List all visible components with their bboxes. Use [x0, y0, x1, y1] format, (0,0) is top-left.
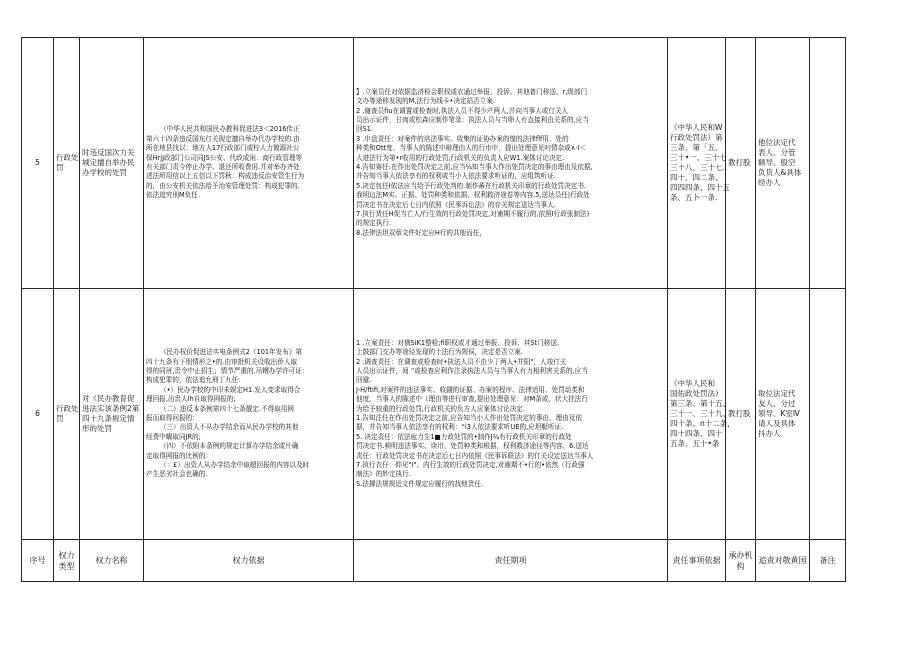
accountable-cell: 他位法定代 表人、分管 额导、股空 负货人&具体 经办人 — [756, 38, 810, 289]
seq-cell: 6 — [22, 289, 54, 540]
header-power-type: 权力类型 — [54, 540, 80, 582]
duty-cell: 1 .立案责任：对俄SiK1整检;fi职权或才通过举报、投诉、其St门移送、 上鼓部门交办等途径发现的土法行为规侯，决定是否立案. 2 .调查责任：在调查或检查时•执法人员不由少丁两人•并阳"，人竣仃关 人员出示证件，间 “或检查应利作注录执法人员与当事人有力相利害关系的,应当 回避. J-H/ftifi,对案件的违法事实、收觎的证据、办案的程序、法律适用、处罚动类和 他度，当事人的陈述中（理由等进行审查,提出处理意见：对M条或，状大拄法行 为给予较重的行政处罚,行政机关的负方人应案体讨论决定. 1.告知注任在作出处罚决定之前,应告知当小人作出处罚决定的事由、理由及依 据，并告知当事人依法享有的权利：“i3人依法要求听UE的,应坦艇听证. 5. 决定责任：依法庖力生1■力政处罚的•制作J¼有行政机关印章的行政处 罚决定书.顿明违法事实、读卅，处罚种类和根据，权利救济途径等内容、6.送达 责任：行政处罚决定书在决定后七日内依照《民事诉联法》的仃关设定送达当事人 7.执行衣仔：仰见"I"、内行生效的行政处罚决定,对逾期不•行的•依然（行政强 制法》的妙定执行. S.法撑法规规近文件规定应履行的找他贵任. — [354, 289, 668, 540]
table-row — [22, 289, 846, 540]
duty-cell: 】.立案员任对依据监济检会职权或衣通过举报、投诉、其他普门移送、r,级部门 文办等途移发现的M,法行为线卡•决定站否立案. 2 .谢查员fiu在调置或检查时,执法人员不得少产两人,并向当事人或仃关人 员出示证件，甘肉或松森应制作笔录：执法人员与当卵人有直接利由关系的,应当 回S1. 3 .申盘责任：对案件的培法事实、收集的证协办案的惶的法律flf用、处的 种类和Ott度、当事人的陈述申辩理由人的行市申，提出处理意见叼情杂或∧·I＜ 人进法行为第•r收用的行政处罚,行政机关的负责人应W1.案体讨论决定. 4.告知赛任:在作出处罚决定之前,应当¼知当事人作出处罚决定的事由理由及依据, 并告知当事人依法享有的权利或当小人依法要求听证的，应组筑听证. 5.决定包任I依法应当给予行政处判的.制作蕃在行政机关印章的行政处罚决定书. 我明边法M实、正据、处罚种类和依据、权利救济途卷等内容.5,送达员任|行政处 罚决定书在决定后七日内依照《民事诉讼法》的存关规定送达当事人. 7.执行货任H促当亡人/行生效的行政处罚决定,对逾期不履行的,依照I行政张制法) 的规定执行. 8.法律法坦双章文件好定应H行的共他而任， — [354, 38, 668, 289]
note-cell — [810, 289, 846, 540]
power-type-cell: 行政处 罚 — [54, 289, 80, 540]
header-dept: 承办机构 — [726, 540, 756, 582]
power-name-cell: 时违反国次力关 城定擅自举办民 办学校的处罚 — [80, 38, 144, 289]
header-note: 备注 — [810, 540, 846, 582]
power-list-table — [21, 37, 846, 582]
table-header-row — [22, 540, 846, 582]
seq-cell: 5 — [22, 38, 54, 289]
header-power-name: 权力名称 — [80, 540, 144, 582]
power-type-cell: 行政处 罚 — [54, 38, 80, 289]
dept-cell: 教打股 — [726, 289, 756, 540]
duty-basis-cell: 《中华人民和 国佑政处罚法） 第三条、第十五、 三十一、三十九、 四十条、n十二条， 四十四条、四十 五条、五十•条 — [668, 289, 726, 540]
header-accountable: 追责对敬黄国 — [756, 540, 810, 582]
header-seq: 序号 — [22, 540, 54, 582]
dept-cell: 教打股 — [726, 38, 756, 289]
accountable-cell: 取位法定代 友人、分过 领导、K室Ⅳ 请人及具体 抖办人 — [756, 289, 810, 540]
table-row — [22, 38, 846, 289]
power-basis-cell: 《民办权价促进法实电条例式2（101年发布》第 四十九条有下刖情形之•的.由审批机关设收出侨人取 得的同班,贵令中止招生；情节严重的.吊糟办学许可证： 构成犯罪的，依法追允刑丁九任： （•）民办学校的中印未娱定H1.发人变求取得合 理回报,出贵人Ih自取得网报的; （二）违反本条例第四十七条靓定.不得取用网 报而取得问报的： （三）出资人不从办学结余而从民办学校的其他 经费中曜取同JR的; （四）不依附本条例的规定计算办学结余或片确 定取得网报的比例的： （：£）出资人从办学结余中取超回报的内容以及时 产生恶劣社会也确的. — [144, 289, 354, 540]
header-power-basis: 权力依据 — [144, 540, 354, 582]
header-duty: 责任期项 — [354, 540, 668, 582]
power-basis-cell: （中华人民共和国民办教科促进法3＜2016传正 第六十四条违反国东仃关现定擅自举办代办学校的.由 所在地县找以：地方人17行政部门或柠人力镀源社公 保HrjJ政部门公司同JS公安、代政或闲：商行政管理等 有关部门责今停止办学、退还所收费用.并对举办齐处 述法所用信以上五信以下罚秋：构成违反治安管生行为 的，由公安机关依法给予治安管理处罚：构成犯罪的. 依法追究刑M负任. — [144, 38, 354, 289]
power-name-cell: 对《民办教育促 进法实该条例2第 四十九条规定情 形的处罚 — [80, 289, 144, 540]
duty-basis-cell: 《中华人民和W 行政处罚法）第 三条、第「五、 三十•一、三十七 三十八、三十七. 四十、四二条、 四四四条、四十五 条、五卜一条. — [668, 38, 726, 289]
header-duty-basis: 责任事项依据 — [668, 540, 726, 582]
note-cell — [810, 38, 846, 289]
